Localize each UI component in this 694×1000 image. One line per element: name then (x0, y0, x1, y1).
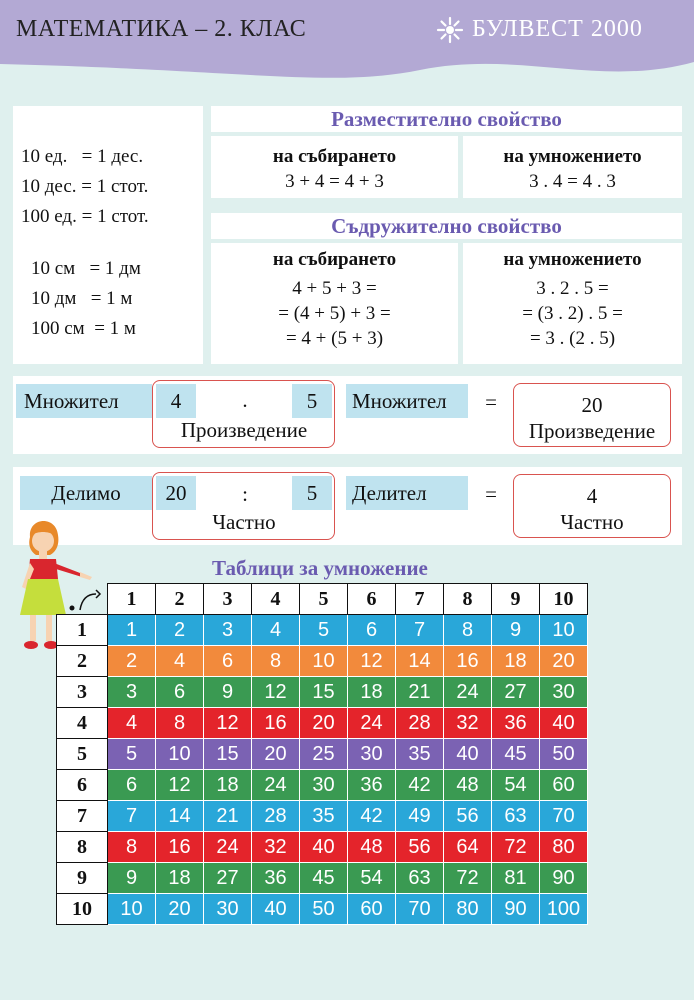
table-row (57, 863, 588, 894)
units-box (13, 106, 203, 364)
column-header: 8 (444, 584, 492, 615)
product-cell: 45 (492, 739, 540, 770)
row-header: 10 (57, 894, 108, 925)
product-cell: 35 (396, 739, 444, 770)
product-cell: 25 (300, 739, 348, 770)
product-cell: 80 (540, 832, 588, 863)
unit-row (21, 314, 203, 344)
column-header: 5 (300, 584, 348, 615)
associative-addition-line3: = 4 + (5 + 3) (285, 328, 384, 349)
table-row (57, 770, 588, 801)
quotient-result-value: 4 (586, 484, 598, 508)
row-header: 1 (57, 615, 108, 646)
product-cell: 6 (156, 677, 204, 708)
product-cell: 12 (204, 708, 252, 739)
unit-left: 10 см (31, 258, 76, 279)
unit-row (21, 202, 203, 232)
factor-label-1: Множител (16, 384, 152, 418)
product-cell: 40 (444, 739, 492, 770)
product-result-value: 20 (581, 393, 603, 417)
product-cell: 6 (108, 770, 156, 801)
product-cell: 27 (204, 863, 252, 894)
product-cell: 9 (492, 615, 540, 646)
product-cell: 14 (156, 801, 204, 832)
column-header: 10 (540, 584, 588, 615)
associative-multiplication-line3: = 3 . (2 . 5) (529, 328, 616, 349)
factor-value-1: 4 (156, 384, 196, 418)
product-cell: 80 (444, 894, 492, 925)
row-header: 4 (57, 708, 108, 739)
product-cell: 8 (252, 646, 300, 677)
product-cell: 10 (540, 615, 588, 646)
product-cell: 20 (300, 708, 348, 739)
unit-right: = 1 м (90, 288, 133, 309)
product-cell: 48 (348, 832, 396, 863)
product-cell: 28 (252, 801, 300, 832)
associative-multiplication (463, 243, 682, 364)
product-cell: 2 (156, 615, 204, 646)
product-cell: 12 (156, 770, 204, 801)
commutative-addition (211, 136, 458, 198)
associative-title: Съдружително свойство (211, 213, 682, 239)
quotient-result-label: Частно (560, 510, 624, 534)
product-cell: 72 (492, 832, 540, 863)
product-cell: 10 (156, 739, 204, 770)
dividend-value: 20 (156, 476, 196, 510)
product-cell: 6 (348, 615, 396, 646)
product-cell: 100 (540, 894, 588, 925)
product-cell: 24 (348, 708, 396, 739)
product-cell: 21 (204, 801, 252, 832)
product-cell: 36 (348, 770, 396, 801)
table-row (57, 832, 588, 863)
commutative-multiplication-formula: 3 . 4 = 4 . 3 (529, 171, 616, 192)
product-cell: 40 (300, 832, 348, 863)
product-cell: 18 (156, 863, 204, 894)
product-cell: 56 (396, 832, 444, 863)
product-cell: 48 (444, 770, 492, 801)
product-cell: 24 (444, 677, 492, 708)
column-header: 7 (396, 584, 444, 615)
brand-name: БУЛВЕСТ 2000 (472, 16, 643, 42)
product-cell: 18 (204, 770, 252, 801)
product-cell: 40 (252, 894, 300, 925)
product-cell: 10 (108, 894, 156, 925)
multiply-operator: . (242, 388, 248, 412)
divide-operator: : (242, 482, 248, 506)
product-cell: 6 (204, 646, 252, 677)
product-cell: 4 (108, 708, 156, 739)
product-cell: 5 (108, 739, 156, 770)
associative-addition-line1: 4 + 5 + 3 = (292, 278, 377, 299)
column-header: 9 (492, 584, 540, 615)
product-cell: 36 (492, 708, 540, 739)
product-cell: 42 (348, 801, 396, 832)
product-cell: 36 (252, 863, 300, 894)
commutative-multiplication (463, 136, 682, 198)
product-cell: 4 (252, 615, 300, 646)
multiply-dot-icon (64, 588, 104, 616)
table-header-row (57, 584, 588, 615)
unit-right: = 1 дес. (81, 146, 144, 167)
table-row (57, 646, 588, 677)
product-cell: 16 (156, 832, 204, 863)
row-header: 8 (57, 832, 108, 863)
table-row (57, 801, 588, 832)
unit-left: 10 дес. (21, 176, 77, 197)
table-title: Таблици за умножение (212, 556, 428, 580)
commutative-addition-formula: 3 + 4 = 4 + 3 (285, 171, 384, 192)
product-result-box (513, 383, 671, 447)
divisor-value: 5 (292, 476, 332, 510)
product-cell: 18 (348, 677, 396, 708)
product-cell: 70 (540, 801, 588, 832)
product-cell: 54 (348, 863, 396, 894)
product-cell: 60 (348, 894, 396, 925)
unit-row (21, 142, 203, 172)
product-cell: 2 (108, 646, 156, 677)
product-cell: 15 (300, 677, 348, 708)
product-cell: 16 (444, 646, 492, 677)
product-cell: 8 (156, 708, 204, 739)
product-cell: 45 (300, 863, 348, 894)
product-cell: 15 (204, 739, 252, 770)
product-inner-label: Произведение (180, 418, 308, 442)
column-header: 2 (156, 584, 204, 615)
product-cell: 90 (540, 863, 588, 894)
brand-logo-icon (436, 16, 464, 44)
product-cell: 30 (204, 894, 252, 925)
row-header: 2 (57, 646, 108, 677)
product-equals: = (485, 390, 497, 414)
row-header: 5 (57, 739, 108, 770)
product-cell: 32 (444, 708, 492, 739)
unit-left: 10 дм (31, 288, 77, 309)
table-row (57, 615, 588, 646)
product-cell: 12 (348, 646, 396, 677)
quotient-result-box (513, 474, 671, 538)
product-cell: 20 (252, 739, 300, 770)
product-cell: 9 (204, 677, 252, 708)
column-header: 3 (204, 584, 252, 615)
factor-label-2: Множител (346, 384, 468, 418)
divisor-label: Делител (346, 476, 468, 510)
unit-row (21, 284, 203, 314)
quotient-inner-label: Частно (212, 510, 276, 534)
product-cell: 24 (204, 832, 252, 863)
product-cell: 60 (540, 770, 588, 801)
column-header: 4 (252, 584, 300, 615)
product-cell: 81 (492, 863, 540, 894)
product-cell: 27 (492, 677, 540, 708)
product-cell: 16 (252, 708, 300, 739)
unit-row (21, 172, 203, 202)
product-cell: 21 (396, 677, 444, 708)
product-cell: 20 (540, 646, 588, 677)
product-cell: 70 (396, 894, 444, 925)
row-header: 7 (57, 801, 108, 832)
product-cell: 54 (492, 770, 540, 801)
product-cell: 28 (396, 708, 444, 739)
factor-value-2: 5 (292, 384, 332, 418)
unit-right: = 1 стот. (81, 176, 149, 197)
dividend-label: Делимо (20, 476, 152, 510)
table-row (57, 708, 588, 739)
page-title: МАТЕМАТИКА – 2. КЛАС (16, 16, 307, 42)
product-result-label: Произведение (528, 419, 656, 443)
product-cell: 63 (492, 801, 540, 832)
unit-left: 10 ед. (21, 146, 68, 167)
product-cell: 5 (300, 615, 348, 646)
product-cell: 49 (396, 801, 444, 832)
column-header: 6 (348, 584, 396, 615)
product-cell: 30 (540, 677, 588, 708)
product-cell: 10 (300, 646, 348, 677)
product-cell: 18 (492, 646, 540, 677)
commutative-addition-heading: на събирането (272, 146, 397, 167)
associative-addition (211, 243, 458, 364)
product-cell: 90 (492, 894, 540, 925)
product-cell: 3 (204, 615, 252, 646)
product-cell: 7 (108, 801, 156, 832)
product-cell: 30 (348, 739, 396, 770)
product-cell: 42 (396, 770, 444, 801)
product-cell: 50 (300, 894, 348, 925)
associative-multiplication-heading: на умножението (503, 249, 642, 270)
table-row (57, 894, 588, 925)
associative-multiplication-line2: = (3 . 2) . 5 = (522, 303, 623, 324)
row-header: 9 (57, 863, 108, 894)
associative-addition-heading: на събирането (272, 249, 397, 270)
commutative-title: Разместително свойство (211, 106, 682, 132)
product-cell: 32 (252, 832, 300, 863)
associative-addition-line2: = (4 + 5) + 3 = (278, 303, 391, 324)
product-cell: 40 (540, 708, 588, 739)
product-cell: 1 (108, 615, 156, 646)
unit-left: 100 см (31, 318, 85, 339)
row-header: 6 (57, 770, 108, 801)
unit-left: 100 ед. (21, 206, 77, 227)
product-cell: 12 (252, 677, 300, 708)
product-cell: 24 (252, 770, 300, 801)
product-cell: 14 (396, 646, 444, 677)
associative-multiplication-line1: 3 . 2 . 5 = (536, 278, 609, 299)
quotient-equals: = (485, 482, 497, 506)
product-cell: 4 (156, 646, 204, 677)
row-header: 3 (57, 677, 108, 708)
unit-right: = 1 м (94, 318, 136, 339)
multiplication-table (56, 583, 588, 925)
product-cell: 8 (444, 615, 492, 646)
product-cell: 8 (108, 832, 156, 863)
column-header: 1 (108, 584, 156, 615)
product-cell: 56 (444, 801, 492, 832)
unit-right: = 1 дм (89, 258, 141, 279)
unit-right: = 1 стот. (81, 206, 149, 227)
product-cell: 63 (396, 863, 444, 894)
product-cell: 7 (396, 615, 444, 646)
product-cell: 72 (444, 863, 492, 894)
product-cell: 50 (540, 739, 588, 770)
product-cell: 9 (108, 863, 156, 894)
product-cell: 35 (300, 801, 348, 832)
product-cell: 20 (156, 894, 204, 925)
commutative-multiplication-heading: на умножението (503, 146, 642, 167)
unit-row (21, 254, 203, 284)
table-row (57, 739, 588, 770)
product-cell: 3 (108, 677, 156, 708)
product-cell: 64 (444, 832, 492, 863)
table-row (57, 677, 588, 708)
product-cell: 30 (300, 770, 348, 801)
